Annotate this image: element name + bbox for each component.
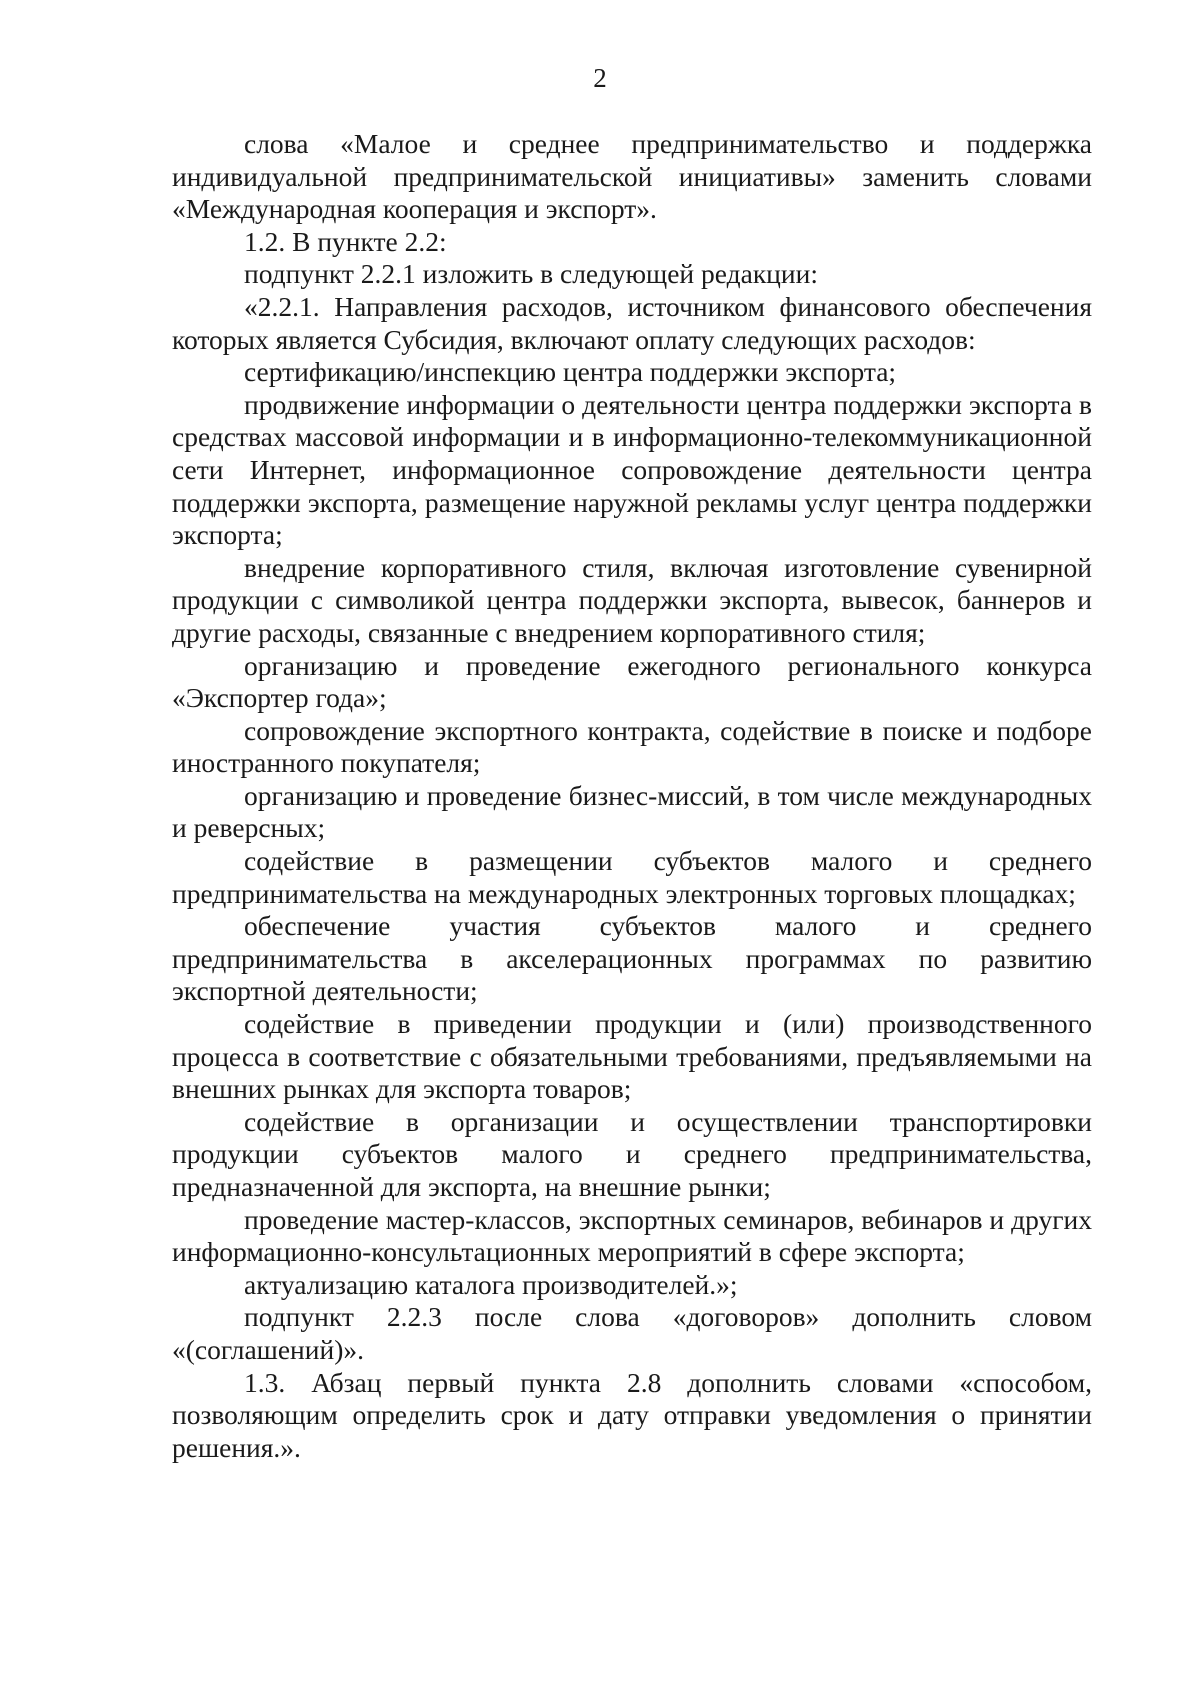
paragraph: внедрение корпоративного стиля, включая изготовление сувенирной продукции с символикой центра поддержки экспорта, вывесок, баннеров и другие расходы, связанные с внедрением корпоративного стиля; <box>172 551 1092 648</box>
paragraph: подпункт 2.2.3 после слова «договоров» дополнить словом «(соглашений)». <box>172 1301 1092 1365</box>
paragraph: 1.2. В пункте 2.2: <box>244 225 447 257</box>
paragraph: продвижение информации о деятельности центра поддержки экспорта в средствах массовой информации и в информационно-телекоммуникационной сети Интернет, информационное сопровождение деятельности центра поддержки экспорта, размещение наружной рекламы услуг центра поддержки экспорта; <box>172 388 1092 551</box>
paragraph: сопровождение экспортного контракта, содействие в поиске и подборе иностранного покупателя; <box>172 714 1092 779</box>
paragraph: проведение мастер-классов, экспортных семинаров, вебинаров и других информационно-консультационных мероприятий в сфере экспорта; <box>172 1203 1092 1268</box>
page-number: 2 <box>593 63 607 93</box>
paragraph: организацию и проведение бизнес-миссий, в том числе международных и реверсных; <box>172 779 1092 844</box>
paragraph: 1.3. Абзац первый пункта 2.8 дополнить словами «способом, позволяющим определить срок и дату отправки уведомления о принятии решения.». <box>172 1366 1092 1463</box>
paragraph: слова «Малое и среднее предпринимательство и поддержка индивидуальной предпринимательской инициативы» заменить словами «Международная кооперация и экспорт». <box>172 128 1092 225</box>
paragraph: сертификацию/инспекцию центра поддержки экспорта; <box>244 356 897 388</box>
paragraph: содействие в организации и осуществлении транспортировки продукции субъектов малого и среднего предпринимательства, предназначенной для экспорта, на внешние рынки; <box>172 1105 1092 1202</box>
paragraph: актуализацию каталога производителей.»; <box>244 1268 738 1300</box>
paragraph: подпункт 2.2.1 изложить в следующей редакции: <box>244 258 818 290</box>
paragraph: обеспечение участия субъектов малого и среднего предпринимательства в акселерационных программах по развитию экспортной деятельности; <box>172 910 1092 1007</box>
paragraph: содействие в размещении субъектов малого и среднего предпринимательства на международных электронных торговых площадках; <box>172 845 1092 909</box>
paragraph: организацию и проведение ежегодного регионального конкурса «Экспортер года»; <box>172 649 1092 714</box>
document-body <box>172 128 1092 1464</box>
paragraph: «2.2.1. Направления расходов, источником финансового обеспечения которых является Субсидия, включают оплату следующих расходов: <box>172 290 1092 355</box>
paragraph: содействие в приведении продукции и (или) производственного процесса в соответствие с обязательными требованиями, предъявляемыми на внешних рынках для экспорта товаров; <box>172 1008 1092 1105</box>
